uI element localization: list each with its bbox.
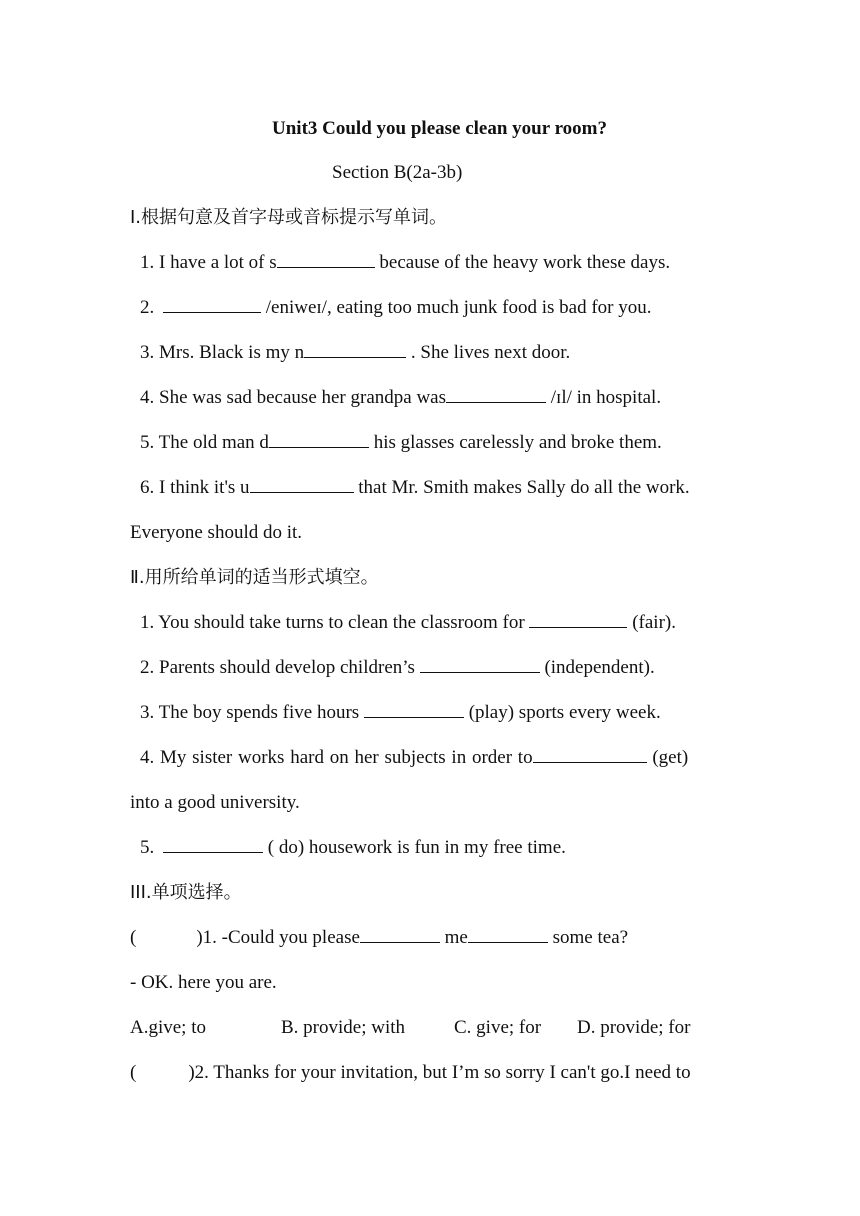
answer-blank[interactable] — [364, 700, 464, 718]
option-a: A.give; to — [130, 1017, 206, 1038]
answer-blank[interactable] — [529, 610, 627, 628]
answer-blank[interactable] — [420, 655, 540, 673]
page-title: Unit3 Could you please clean your room? — [272, 118, 607, 139]
answer-blank[interactable] — [533, 745, 647, 763]
option-c: C. give; for — [454, 1017, 542, 1038]
part2-item-5: 5. ( do) housework is fun in my free time. — [140, 837, 566, 858]
answer-blank[interactable] — [446, 385, 546, 403]
part1-item-2: 2. /eniweɪ/, eating too much junk food is bad for you. — [140, 297, 652, 318]
answer-space[interactable] — [136, 1061, 188, 1078]
answer-blank[interactable] — [360, 925, 440, 943]
part1-item-5: 5. The old man d his glasses carelessly and broke them. — [140, 432, 662, 453]
answer-blank[interactable] — [468, 925, 548, 943]
part2-item-3: 3. The boy spends five hours (play) sports every week. — [140, 702, 661, 723]
part1-item-6-continuation: Everyone should do it. — [130, 522, 303, 543]
part1-item-6: 6. I think it's u that Mr. Smith makes Sally do all the work. — [140, 477, 690, 498]
answer-blank[interactable] — [250, 475, 354, 493]
part3-question-1: ( )1. -Could you please me some tea? — [130, 927, 629, 948]
part2-item-1: 1. You should take turns to clean the classroom for (fair). — [140, 612, 676, 633]
part3-question-2: ( )2. Thanks for your invitation, but I’m so sorry I can't go.I need to — [130, 1062, 691, 1083]
part1-item-1: 1. I have a lot of s because of the heavy work these days. — [140, 252, 671, 273]
answer-blank[interactable] — [269, 430, 369, 448]
part3-heading: III.单项选择。 — [130, 882, 242, 903]
option-d: D. provide; for — [577, 1017, 691, 1038]
part2-heading: Ⅱ.用所给单词的适当形式填空。 — [130, 567, 379, 588]
answer-blank[interactable] — [304, 340, 406, 358]
part2-item-2: 2. Parents should develop children’s (independent). — [140, 657, 655, 678]
answer-blank[interactable] — [277, 250, 375, 268]
part2-item-4: 4. My sister works hard on her subjects in order to (get) — [140, 747, 689, 768]
part1-heading: I.根据句意及首字母或音标提示写单词。 — [130, 207, 448, 228]
answer-space[interactable] — [136, 926, 196, 943]
answer-blank[interactable] — [163, 835, 263, 853]
part1-item-4: 4. She was sad because her grandpa was /ɪl/ in hospital. — [140, 387, 662, 408]
part2-item-4-continuation: into a good university. — [130, 792, 300, 813]
answer-blank[interactable] — [163, 295, 261, 313]
section-subtitle: Section B(2a-3b) — [332, 162, 463, 183]
option-b: B. provide; with — [281, 1017, 406, 1038]
part1-item-3: 3. Mrs. Black is my n . She lives next door. — [140, 342, 571, 363]
part3-question-1-reply: - OK. here you are. — [130, 972, 277, 993]
